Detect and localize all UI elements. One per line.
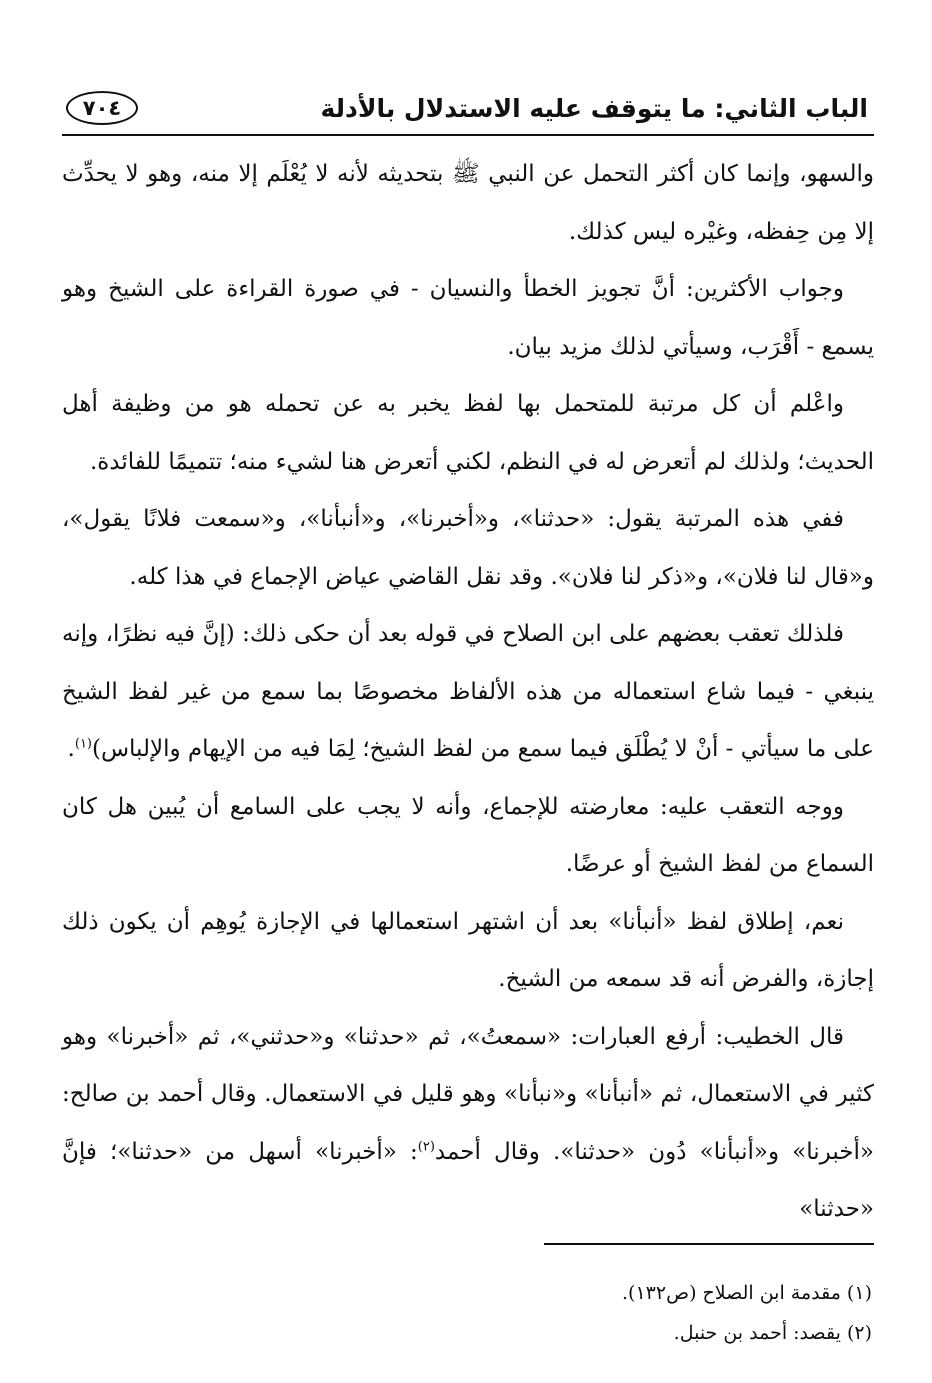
book-page: [62, 82, 874, 1362]
paragraph-7: [62, 894, 874, 1009]
footnotes: [62, 1273, 874, 1353]
paragraph-text: قال الخطيب: أرفع العبارات: «سمعتُ»، ثم «حدثنا» و«حدثني»، ثم «أخبرنا» وهو كثير في الاستعمال، ثم «أنبأنا» و«نبأنا» وهو قليل في الاستعمال. وقال أحمد بن صالح: «أخبرنا» و«أنبأنا» دُون «حدثنا». وقال أحمد: [62, 1023, 875, 1165]
footnote-reference[interactable]: (١): [74, 736, 92, 752]
paragraph-6: [62, 779, 874, 894]
chapter-title: الباب الثاني: ما يتوقف عليه الاستدلال بالأدلة: [320, 93, 868, 123]
paragraph-text: ففي هذه المرتبة يقول: «حدثنا»، و«أخبرنا»، و«أنبأنا»، و«سمعت فلانًا يقول»، و«قال لنا فلان»، و«ذكر لنا فلان». وقد نقل القاضي عياض الإجماع في هذا كله.: [62, 506, 874, 590]
paragraph-5: [62, 606, 874, 779]
paragraph-text: وجواب الأكثرين: أنَّ تجويز الخطأ والنسيان - في صورة القراءة على الشيخ وهو يسمع - أَقْرَب، وسيأتي لذلك مزيد بيان.: [62, 276, 874, 360]
paragraph-1: [62, 146, 874, 261]
paragraph-text: ووجه التعقب عليه: معارضته للإجماع، وأنه لا يجب على السامع أن يُبين هل كان السماع من لفظ الشيخ أو عرضًا.: [62, 793, 874, 877]
paragraph-text: .: [67, 736, 75, 762]
footnote-1: (١) مقدمة ابن الصلاح (ص١٣٢).: [622, 1281, 872, 1304]
footnote-2: (٢) يقصد: أحمد بن حنبل.: [673, 1321, 872, 1344]
main-text: [62, 146, 874, 1239]
page-header: [62, 82, 874, 136]
paragraph-4: [62, 491, 874, 606]
paragraph-text: : «أخبرنا» أسهل من «حدثنا»؛ فإنَّ «حدثنا»: [62, 1138, 874, 1222]
paragraph-text: فلذلك تعقب بعضهم على ابن الصلاح في قوله بعد أن حكى ذلك: (إنَّ فيه نظرًا، وإنه ينبغي - فيما شاع استعماله من هذه الألفاظ مخصوصًا بما سمع من غير لفظ الشيخ على ما سيأتي - أنْ لا يُطْلَق فيما سمع من لفظ الشيخ؛ لِمَا فيه من الإيهام والإلباس): [62, 621, 874, 762]
footnote-divider: [544, 1243, 874, 1245]
paragraph-8: [62, 1009, 874, 1239]
paragraph-text: نعم، إطلاق لفظ «أنبأنا» بعد أن اشتهر استعمالها في الإجازة يُوهِم أن يكون ذلك إجازة، والفرض أنه قد سمعه من الشيخ.: [62, 908, 874, 992]
paragraph-text: والسهو، وإنما كان أكثر التحمل عن النبي ﷺ بتحديثه لأنه لا يُعْلَم إلا منه، وهو لا يحدِّث إلا مِن حِفظه، وغيْره ليس كذلك.: [62, 161, 874, 245]
footnote-reference[interactable]: (٢): [417, 1138, 435, 1154]
page-number-badge: ٧٠٤: [66, 91, 138, 125]
paragraph-2: [62, 261, 874, 376]
paragraph-text: واعْلم أن كل مرتبة للمتحمل بها لفظ يخبر به عن تحمله هو من وظيفة أهل الحديث؛ ولذلك لم أتعرض له في النظم، لكني أتعرض هنا لشيء منه؛ تتميمًا للفائدة.: [62, 391, 874, 475]
paragraph-3: [62, 376, 874, 491]
